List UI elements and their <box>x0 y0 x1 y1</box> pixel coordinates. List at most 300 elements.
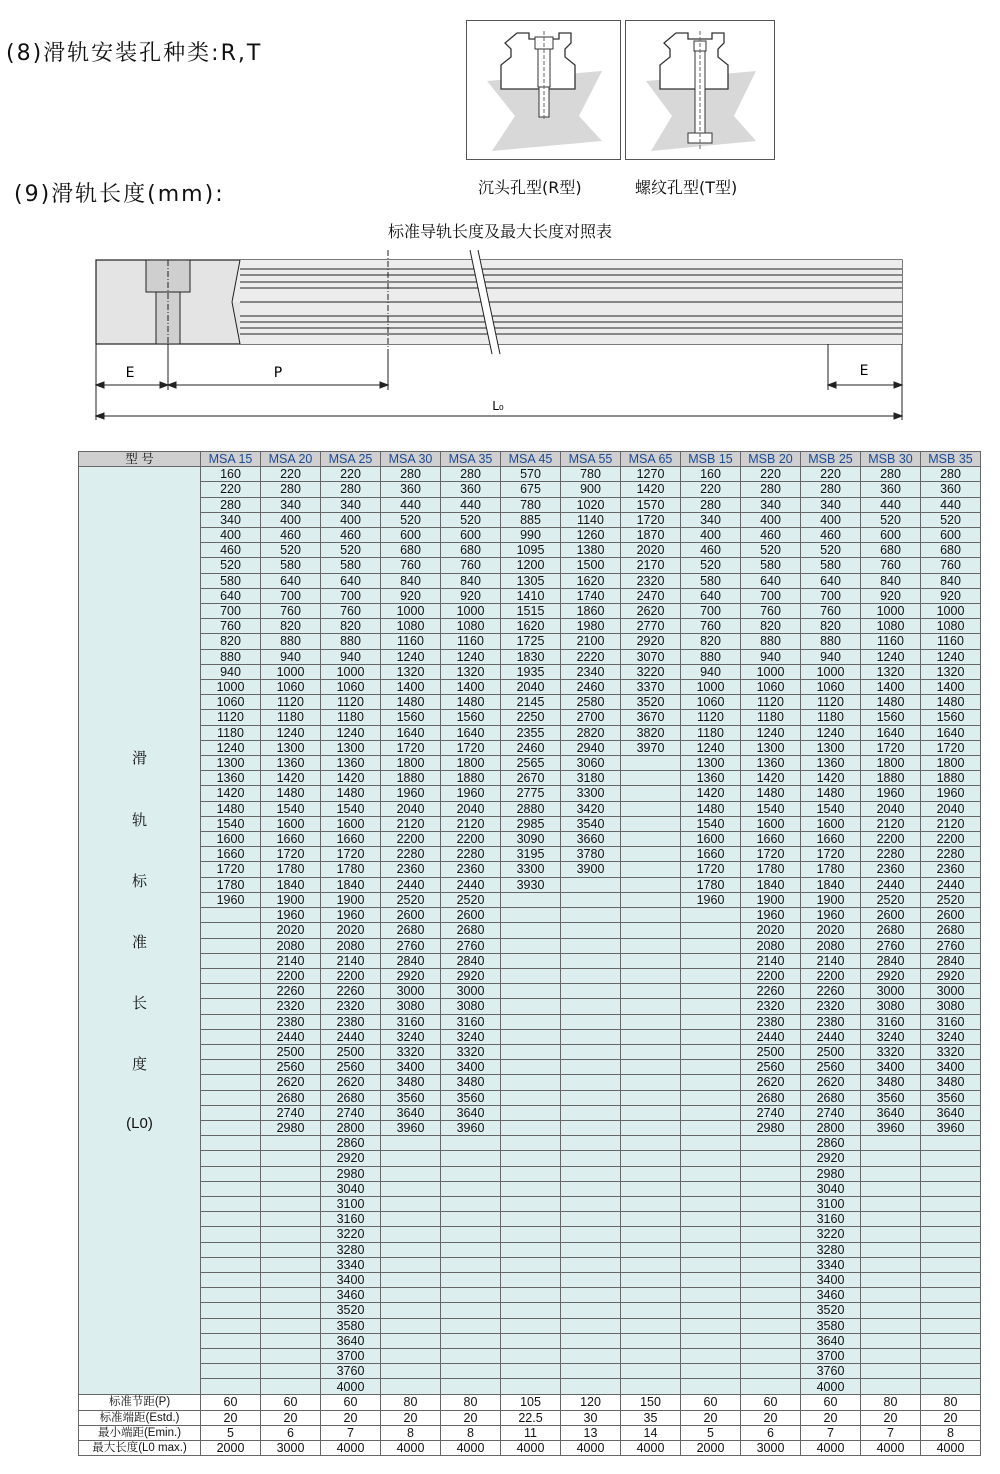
length-cell: 1180 <box>681 725 741 740</box>
length-cell: 460 <box>681 543 741 558</box>
table-row <box>79 1348 981 1363</box>
length-cell: 3480 <box>441 1075 501 1090</box>
length-cell: 3460 <box>321 1288 381 1303</box>
length-cell: 3670 <box>621 710 681 725</box>
footer-value-cell: 6 <box>261 1425 321 1440</box>
length-cell: 2020 <box>261 923 321 938</box>
length-cell: 700 <box>321 588 381 603</box>
length-cell: 280 <box>741 482 801 497</box>
side-label <box>79 467 201 1395</box>
table-row <box>79 695 981 710</box>
length-cell: 820 <box>681 634 741 649</box>
footer-value-cell: 3000 <box>741 1441 801 1456</box>
length-cell: 1480 <box>201 801 261 816</box>
length-cell: 1860 <box>561 604 621 619</box>
footer-value-cell: 20 <box>441 1410 501 1425</box>
length-cell <box>561 908 621 923</box>
rail-length-table <box>78 451 981 1456</box>
length-cell: 2800 <box>801 1120 861 1135</box>
length-cell <box>501 1105 561 1120</box>
length-cell: 2020 <box>321 923 381 938</box>
length-cell <box>861 1288 921 1303</box>
length-cell: 3000 <box>861 984 921 999</box>
length-cell <box>561 1044 621 1059</box>
length-cell <box>741 1333 801 1348</box>
length-cell <box>201 1364 261 1379</box>
length-cell: 840 <box>441 573 501 588</box>
table-row <box>79 482 981 497</box>
side-label-char: 准 <box>131 934 147 952</box>
length-cell: 820 <box>321 619 381 634</box>
length-cell: 520 <box>201 558 261 573</box>
length-cell: 1320 <box>861 664 921 679</box>
length-cell: 2740 <box>741 1105 801 1120</box>
footer-value-cell: 150 <box>621 1395 681 1410</box>
length-cell: 1515 <box>501 604 561 619</box>
length-cell: 3640 <box>441 1105 501 1120</box>
length-cell <box>501 1242 561 1257</box>
header-model: MSB 15 <box>681 452 741 467</box>
length-cell <box>921 1212 981 1227</box>
length-cell: 1180 <box>201 725 261 740</box>
length-cell: 1360 <box>681 771 741 786</box>
length-cell <box>261 1272 321 1287</box>
length-cell: 2560 <box>801 1060 861 1075</box>
length-cell <box>621 1242 681 1257</box>
length-cell: 940 <box>681 664 741 679</box>
length-cell: 3900 <box>561 862 621 877</box>
length-cell: 920 <box>381 588 441 603</box>
length-cell: 4000 <box>321 1379 381 1395</box>
length-cell: 1300 <box>261 740 321 755</box>
length-cell: 1600 <box>321 816 381 831</box>
length-cell: 760 <box>801 604 861 619</box>
length-cell: 3280 <box>321 1242 381 1257</box>
length-cell <box>921 1364 981 1379</box>
length-cell: 1960 <box>801 908 861 923</box>
length-cell <box>921 1272 981 1287</box>
length-cell <box>201 1060 261 1075</box>
length-cell <box>381 1181 441 1196</box>
length-cell <box>501 999 561 1014</box>
length-cell <box>441 1364 501 1379</box>
length-cell <box>621 816 681 831</box>
length-cell: 1840 <box>261 877 321 892</box>
length-cell: 3090 <box>501 832 561 847</box>
length-cell <box>861 1348 921 1363</box>
length-cell <box>441 1288 501 1303</box>
table-row <box>79 816 981 831</box>
length-cell: 1160 <box>861 634 921 649</box>
length-cell: 2920 <box>321 1151 381 1166</box>
table-row <box>79 999 981 1014</box>
length-cell: 700 <box>261 588 321 603</box>
length-cell: 3700 <box>321 1348 381 1363</box>
length-cell <box>621 1029 681 1044</box>
length-cell: 2840 <box>441 953 501 968</box>
table-row <box>79 877 981 892</box>
length-cell: 640 <box>321 573 381 588</box>
length-cell <box>741 1136 801 1151</box>
length-cell: 680 <box>441 543 501 558</box>
length-cell: 2680 <box>321 1090 381 1105</box>
length-cell: 1180 <box>801 710 861 725</box>
length-cell: 2355 <box>501 725 561 740</box>
length-cell: 2560 <box>741 1060 801 1075</box>
length-cell: 3640 <box>321 1333 381 1348</box>
length-cell <box>921 1181 981 1196</box>
length-cell: 3070 <box>621 649 681 664</box>
length-cell: 1000 <box>861 604 921 619</box>
length-cell: 2740 <box>321 1105 381 1120</box>
length-cell <box>501 1166 561 1181</box>
length-cell: 1600 <box>681 832 741 847</box>
footer-value-cell: 60 <box>741 1395 801 1410</box>
length-cell <box>681 1075 741 1090</box>
length-cell <box>381 1242 441 1257</box>
length-cell: 400 <box>681 528 741 543</box>
length-cell <box>441 1166 501 1181</box>
length-cell: 2280 <box>441 847 501 862</box>
length-cell: 2600 <box>861 908 921 923</box>
length-cell: 2020 <box>621 543 681 558</box>
length-cell <box>621 908 681 923</box>
length-cell <box>741 1257 801 1272</box>
length-cell <box>501 1257 561 1272</box>
length-cell <box>201 999 261 1014</box>
length-cell: 1400 <box>441 680 501 695</box>
length-cell <box>861 1364 921 1379</box>
length-cell: 1360 <box>741 756 801 771</box>
length-cell: 220 <box>261 467 321 482</box>
length-cell: 1420 <box>201 786 261 801</box>
length-cell: 940 <box>321 649 381 664</box>
length-cell <box>741 1272 801 1287</box>
length-cell: 1720 <box>321 847 381 862</box>
side-label-char: 滑 <box>131 750 147 768</box>
table-row <box>79 512 981 527</box>
length-cell: 2440 <box>321 1029 381 1044</box>
length-cell: 3300 <box>561 786 621 801</box>
length-cell <box>561 892 621 907</box>
length-cell <box>501 1348 561 1363</box>
length-cell <box>621 877 681 892</box>
table-row <box>79 1060 981 1075</box>
length-cell <box>861 1166 921 1181</box>
length-cell: 2560 <box>261 1060 321 1075</box>
length-cell: 3560 <box>441 1090 501 1105</box>
table-row <box>79 1212 981 1227</box>
length-cell <box>201 1242 261 1257</box>
length-cell: 2080 <box>801 938 861 953</box>
length-cell: 520 <box>741 543 801 558</box>
length-cell: 3340 <box>801 1257 861 1272</box>
length-cell <box>381 1272 441 1287</box>
length-cell: 3480 <box>921 1075 981 1090</box>
length-cell: 2250 <box>501 710 561 725</box>
length-cell <box>681 1151 741 1166</box>
length-cell <box>681 999 741 1014</box>
length-cell: 2380 <box>801 1014 861 1029</box>
length-cell: 3640 <box>921 1105 981 1120</box>
length-cell: 700 <box>801 588 861 603</box>
length-cell: 2880 <box>501 801 561 816</box>
length-cell <box>741 1318 801 1333</box>
length-cell <box>561 1212 621 1227</box>
length-cell <box>681 1272 741 1287</box>
length-cell <box>861 1212 921 1227</box>
table-row <box>79 573 981 588</box>
length-cell: 580 <box>261 558 321 573</box>
length-cell: 280 <box>861 467 921 482</box>
length-cell: 3660 <box>561 832 621 847</box>
length-cell: 2040 <box>381 801 441 816</box>
length-cell <box>741 1288 801 1303</box>
length-cell: 940 <box>801 649 861 664</box>
length-cell: 1540 <box>321 801 381 816</box>
length-cell <box>861 1242 921 1257</box>
length-cell: 2440 <box>261 1029 321 1044</box>
length-cell <box>921 1242 981 1257</box>
length-cell: 1900 <box>261 892 321 907</box>
length-cell: 2860 <box>321 1136 381 1151</box>
table-row <box>79 740 981 755</box>
length-cell: 1960 <box>321 908 381 923</box>
length-cell: 640 <box>261 573 321 588</box>
length-cell: 2520 <box>441 892 501 907</box>
length-cell: 1600 <box>801 816 861 831</box>
length-cell: 940 <box>741 649 801 664</box>
length-cell: 1620 <box>501 619 561 634</box>
length-cell: 1540 <box>681 816 741 831</box>
length-cell: 280 <box>801 482 861 497</box>
length-cell <box>621 1379 681 1395</box>
length-cell <box>681 1212 741 1227</box>
length-cell <box>681 1105 741 1120</box>
length-cell: 3160 <box>381 1014 441 1029</box>
length-cell: 680 <box>921 543 981 558</box>
length-cell <box>621 862 681 877</box>
length-cell: 2080 <box>321 938 381 953</box>
length-cell: 3220 <box>801 1227 861 1242</box>
table-row <box>79 923 981 938</box>
length-cell: 2145 <box>501 695 561 710</box>
length-cell: 1240 <box>861 649 921 664</box>
section-9-title: (9)滑轨长度(mm): <box>14 182 225 207</box>
length-cell: 3160 <box>921 1014 981 1029</box>
length-cell: 1240 <box>381 649 441 664</box>
length-cell: 1180 <box>741 710 801 725</box>
length-cell <box>561 923 621 938</box>
length-cell: 1410 <box>501 588 561 603</box>
length-cell: 3160 <box>861 1014 921 1029</box>
length-cell: 2985 <box>501 816 561 831</box>
header-model: MSA 65 <box>621 452 681 467</box>
side-label-char: 标 <box>131 873 147 891</box>
length-cell: 520 <box>381 512 441 527</box>
length-cell: 1540 <box>741 801 801 816</box>
length-cell: 2200 <box>861 832 921 847</box>
table-row <box>79 649 981 664</box>
length-cell <box>621 1333 681 1348</box>
table-row <box>79 1303 981 1318</box>
length-cell: 280 <box>321 482 381 497</box>
length-cell: 220 <box>741 467 801 482</box>
length-cell: 3220 <box>321 1227 381 1242</box>
length-cell <box>621 968 681 983</box>
length-cell: 460 <box>801 528 861 543</box>
table-row <box>79 786 981 801</box>
length-cell: 2260 <box>741 984 801 999</box>
table-row <box>79 1257 981 1272</box>
length-cell <box>741 1166 801 1181</box>
footer-value-cell: 4000 <box>561 1441 621 1456</box>
length-cell: 1640 <box>921 725 981 740</box>
length-cell: 2680 <box>801 1090 861 1105</box>
length-cell <box>561 1348 621 1363</box>
length-cell: 2920 <box>921 968 981 983</box>
length-cell <box>381 1166 441 1181</box>
length-cell: 3040 <box>801 1181 861 1196</box>
length-cell <box>921 1257 981 1272</box>
length-cell: 1800 <box>921 756 981 771</box>
length-cell: 160 <box>681 467 741 482</box>
length-cell <box>681 1379 741 1395</box>
length-cell: 2460 <box>501 740 561 755</box>
length-cell: 2320 <box>321 999 381 1014</box>
length-cell <box>201 1318 261 1333</box>
length-cell <box>501 1060 561 1075</box>
side-label-char: 长 <box>131 995 147 1013</box>
length-cell: 3340 <box>321 1257 381 1272</box>
length-cell <box>561 1029 621 1044</box>
length-cell <box>741 1303 801 1318</box>
footer-row <box>79 1425 981 1440</box>
length-cell: 2320 <box>741 999 801 1014</box>
length-cell: 1540 <box>801 801 861 816</box>
length-cell: 2670 <box>501 771 561 786</box>
length-cell: 1720 <box>621 512 681 527</box>
length-cell: 1935 <box>501 664 561 679</box>
length-cell: 1240 <box>321 725 381 740</box>
length-cell: 2080 <box>741 938 801 953</box>
length-cell <box>621 1060 681 1075</box>
length-cell: 3100 <box>321 1196 381 1211</box>
table-row <box>79 1318 981 1333</box>
length-cell <box>621 1288 681 1303</box>
rail-length-diagram <box>0 240 1000 430</box>
length-cell <box>561 938 621 953</box>
length-cell: 3580 <box>801 1318 861 1333</box>
length-cell <box>921 1136 981 1151</box>
length-cell: 520 <box>261 543 321 558</box>
length-cell <box>561 1288 621 1303</box>
length-cell: 440 <box>921 497 981 512</box>
length-cell: 220 <box>681 482 741 497</box>
length-cell: 1060 <box>681 695 741 710</box>
table-row <box>79 984 981 999</box>
length-cell: 3520 <box>801 1303 861 1318</box>
length-cell: 2040 <box>501 680 561 695</box>
length-cell: 1640 <box>381 725 441 740</box>
length-cell: 1120 <box>261 695 321 710</box>
r-type-caption: 沉头孔型(R型) <box>478 178 582 197</box>
length-cell: 3160 <box>321 1212 381 1227</box>
footer-row-label: 标准节距(P) <box>79 1395 201 1410</box>
length-cell <box>381 1257 441 1272</box>
length-cell: 340 <box>681 512 741 527</box>
length-cell <box>561 1227 621 1242</box>
length-cell <box>921 1333 981 1348</box>
length-cell: 280 <box>681 497 741 512</box>
length-cell: 700 <box>681 604 741 619</box>
length-cell <box>261 1212 321 1227</box>
length-cell: 3195 <box>501 847 561 862</box>
length-cell: 3180 <box>561 771 621 786</box>
length-cell: 280 <box>381 467 441 482</box>
length-cell: 885 <box>501 512 561 527</box>
length-cell: 2775 <box>501 786 561 801</box>
length-cell <box>501 1288 561 1303</box>
table-row <box>79 1166 981 1181</box>
length-cell <box>441 1196 501 1211</box>
length-cell: 2980 <box>261 1120 321 1135</box>
length-cell <box>561 1060 621 1075</box>
length-cell <box>381 1288 441 1303</box>
length-cell <box>681 1288 741 1303</box>
length-cell: 440 <box>441 497 501 512</box>
table-row <box>79 1014 981 1029</box>
length-cell: 3540 <box>561 816 621 831</box>
length-cell <box>561 1014 621 1029</box>
length-cell <box>561 1242 621 1257</box>
length-cell: 160 <box>201 467 261 482</box>
table-row <box>79 1029 981 1044</box>
footer-value-cell: 2000 <box>201 1441 261 1456</box>
length-cell <box>381 1333 441 1348</box>
length-cell: 4000 <box>801 1379 861 1395</box>
length-cell <box>201 1288 261 1303</box>
length-cell: 1420 <box>321 771 381 786</box>
length-cell: 3960 <box>921 1120 981 1135</box>
length-cell <box>201 1075 261 1090</box>
length-cell <box>201 1379 261 1395</box>
length-cell: 1000 <box>741 664 801 679</box>
length-cell: 1400 <box>921 680 981 695</box>
table-row <box>79 1151 981 1166</box>
table-row <box>79 801 981 816</box>
length-cell: 2200 <box>381 832 441 847</box>
footer-value-cell: 20 <box>681 1410 741 1425</box>
length-cell <box>621 847 681 862</box>
table-row <box>79 1272 981 1287</box>
length-cell: 2740 <box>261 1105 321 1120</box>
length-cell <box>681 1166 741 1181</box>
length-cell: 2140 <box>261 953 321 968</box>
length-cell: 520 <box>921 512 981 527</box>
table-row <box>79 908 981 923</box>
length-cell: 2170 <box>621 558 681 573</box>
section-8-title: (8)滑轨安装孔种类:R,T <box>6 41 263 66</box>
header-model: MSA 35 <box>441 452 501 467</box>
length-cell: 1480 <box>861 695 921 710</box>
length-cell: 1620 <box>561 573 621 588</box>
length-cell: 3060 <box>561 756 621 771</box>
length-cell: 360 <box>381 482 441 497</box>
length-cell <box>261 1288 321 1303</box>
length-cell <box>201 1136 261 1151</box>
table-row <box>79 619 981 634</box>
